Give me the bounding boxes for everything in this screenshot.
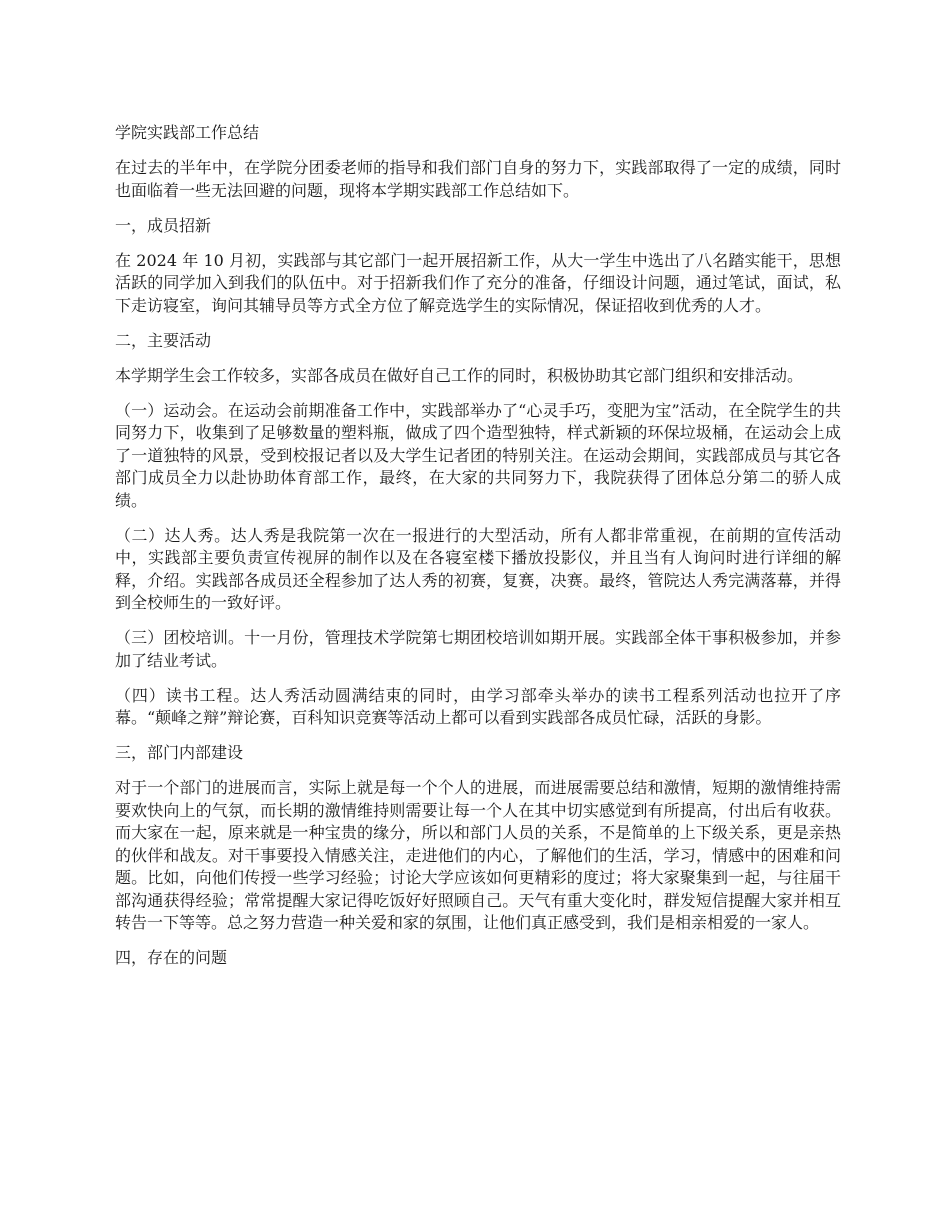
activity-talent-show-paragraph: （二）达人秀。达人秀是我院第一次在一报进行的大型活动，所有人都非常重视，在前期的宣传活动中，实践部主要负责宣传视屏的制作以及在各寝室楼下播放投影仪，并且当有人询问时进行详细的解释，介绍。实践部各成员还全程参加了达人秀的初赛，复赛，决赛。最终，管院达人秀完满落幕，并得到全校师生的一致好评。: [115, 525, 841, 612]
document-page: [115, 122, 841, 982]
section-heading-activities: 二，主要活动: [115, 330, 212, 350]
section-heading-recruitment: 一，成员招新: [115, 215, 212, 235]
intro-paragraph: 在过去的半年中，在学院分团委老师的指导和我们部门自身的努力下，实践部取得了一定的成绩，同时也面临着一些无法回避的问题，现将本学期实践部工作总结如下。: [115, 158, 841, 200]
activity-reading-project-paragraph: （四）读书工程。达人秀活动圆满结束的同时，由学习部牵头举办的读书工程系列活动也拉开了序幕。“颠峰之辩”辩论赛，百科知识竞赛等活动上都可以看到实践部各成员忙碌，活跃的身影。: [115, 685, 841, 727]
internal-building-paragraph: 对于一个部门的进展而言，实际上就是每一个个人的进展，而进展需要总结和激情，短期的激情维持需要欢快向上的气氛，而长期的激情维持则需要让每一个人在其中切实感觉到有所提高，付出后有收获。而大家在一起，原来就是一种宝贵的缘分，所以和部门人员的关系，不是简单的上下级关系，更是亲热的伙伴和战友。对干事要投入情感关注，走进他们的内心，了解他们的生活，学习，情感中的困难和问题。比如，向他们传授一些学习经验；讨论大学应该如何更精彩的度过；将大家聚集到一起，与往届干部沟通获得经验；常常提醒大家记得吃饭好好照顾自己。天气有重大变化时，群发短信提醒大家并相互转告一下等等。总之努力营造一种关爱和家的氛围，让他们真正感受到，我们是相亲相爱的一家人。: [115, 778, 841, 932]
activities-intro-paragraph: 本学期学生会工作较多，实部各成员在做好自己工作的同时，积极协助其它部门组织和安排活动。: [115, 365, 804, 385]
section-heading-problems: 四，存在的问题: [115, 948, 228, 967]
document-title: 学院实践部工作总结: [115, 123, 260, 142]
section-heading-internal-building: 三，部门内部建设: [115, 743, 244, 762]
recruitment-paragraph: 在 2024 年 10 月初，实践部与其它部门一起开展招新工作，从大一学生中选出了八名踏实能干，思想活跃的同学加入到我们的队伍中。对于招新我们作了充分的准备，仔细设计问题，通过笔试，面试，私下走访寝室，询问其辅导员等方式全方位了解竞选学生的实际情况，保证招收到优秀的人才。: [115, 250, 841, 315]
activity-league-school-paragraph: （三）团校培训。十一月份，管理技术学院第七期团校培训如期开展。实践部全体干事积极参加，并参加了结业考试。: [115, 628, 841, 670]
activity-sports-meet-paragraph: （一）运动会。在运动会前期准备工作中，实践部举办了“心灵手巧，变肥为宝”活动，在全院学生的共同努力下，收集到了足够数量的塑料瓶，做成了四个造型独特，样式新颖的环保垃圾桶，在运动会上成了一道独特的风景，受到校报记者以及大学生记者团的特别关注。在运动会期间，实践部成员与其它各部门成员全力以赴协助体育部工作，最终，在大家的共同努力下，我院获得了团体总分第二的骄人成绩。: [115, 400, 841, 510]
